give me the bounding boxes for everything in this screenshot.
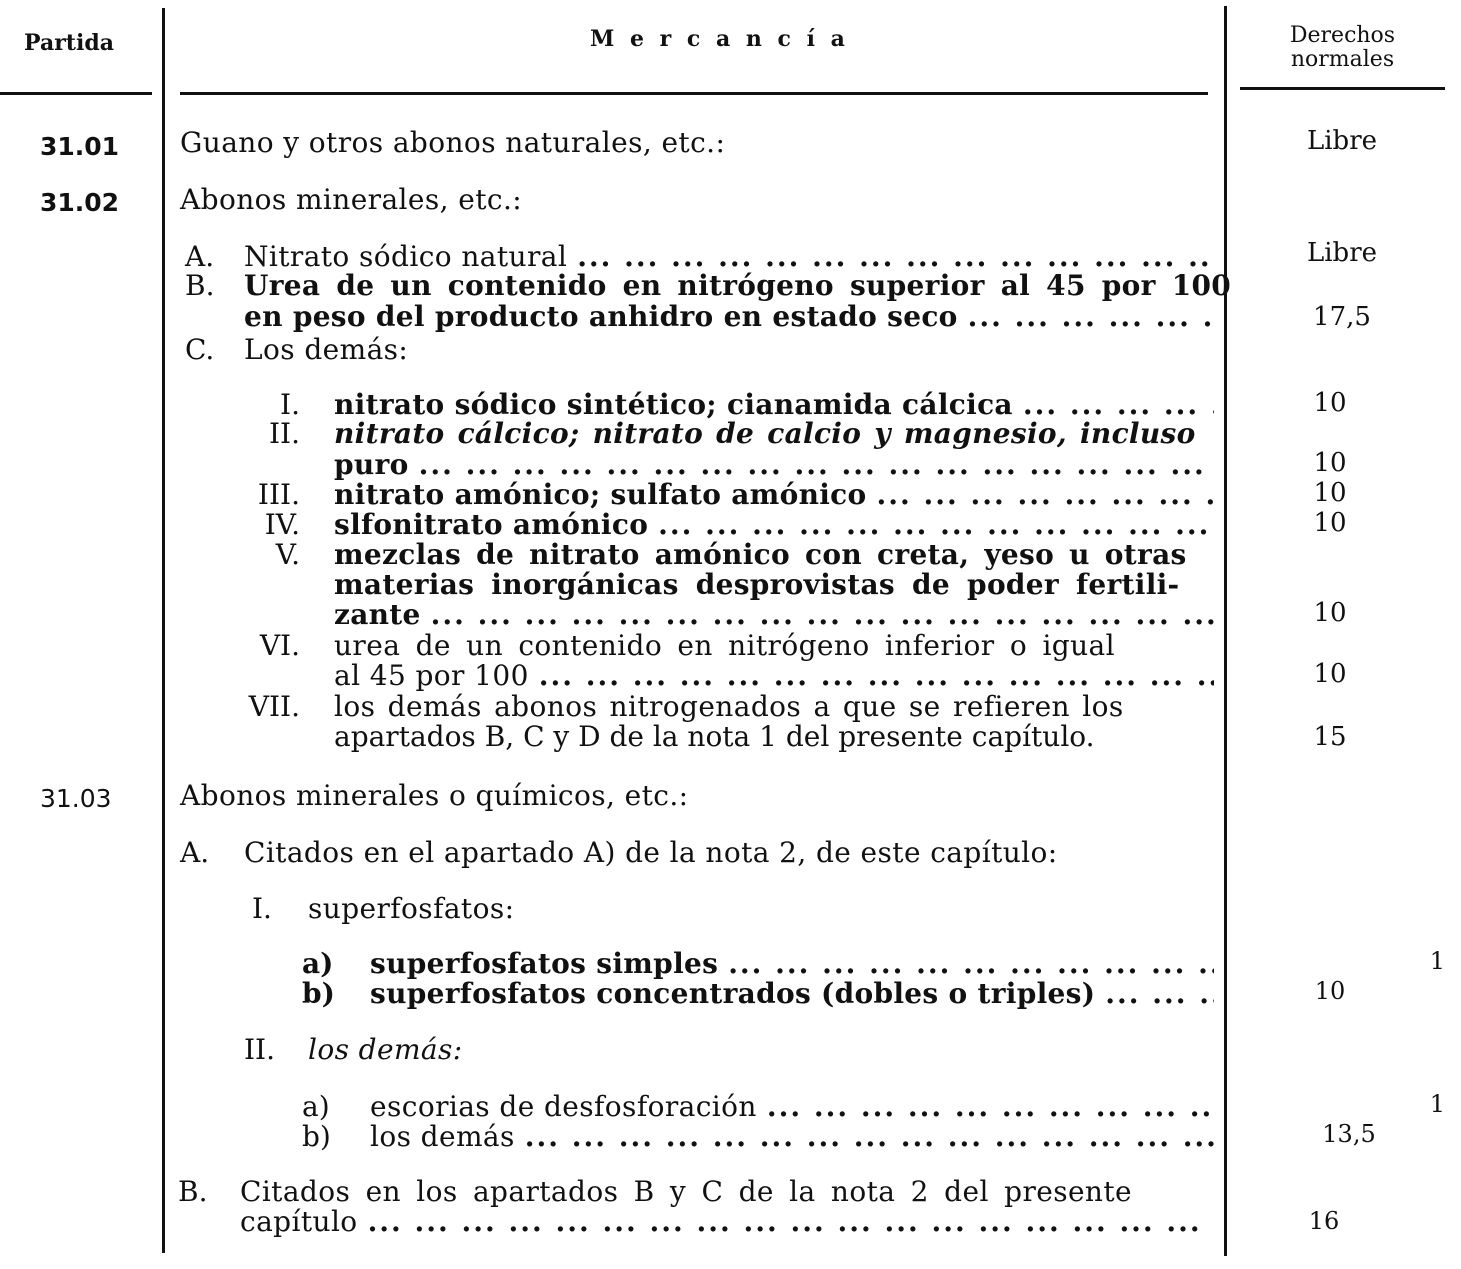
subheading-label-3103-a-i: I.: [252, 892, 272, 925]
item-text-3103-a-i-a: superfosfatos simples: [370, 947, 719, 980]
item-text-3102-c-ii-line1: nitrato cálcico; nitrato de calcio y magnesio, incluso: [334, 417, 1196, 450]
leader-line-3102-c-ii: [334, 448, 1214, 481]
duty-3103-a-i-a: 1: [1429, 947, 1445, 975]
duty-3102-c-vii: 15: [1313, 722, 1347, 752]
subheading-label-3103-a-i-a: a): [302, 947, 334, 980]
dot-leader: [1105, 977, 1214, 1010]
subheading-label-3103-a-ii: II.: [244, 1033, 276, 1066]
subheading-label-3103-a-ii-a: a): [302, 1090, 330, 1123]
leader-line-3102-c-v: [334, 598, 1214, 631]
item-text-3102-c-v-line2: materias inorgánicas desprovistas de poder fertili-: [334, 568, 1180, 601]
duty-3102-c-vi: 10: [1313, 659, 1347, 689]
item-text-3102-b-line2: en peso del producto anhidro en estado seco: [244, 300, 958, 333]
duty-3102-b: 17,5: [1313, 302, 1371, 332]
subheading-label-3102-c: C.: [185, 333, 215, 366]
duty-3103-b: 16: [1308, 1207, 1340, 1235]
dot-leader: [431, 598, 1214, 631]
partida-code-3101: 31.01: [40, 132, 120, 161]
subheading-label-3103-a-i-b: b): [302, 977, 335, 1010]
subheading-label-3102-b: B.: [185, 269, 215, 302]
subheading-label-3102-c-i: I.: [280, 388, 300, 421]
item-text-3103-a-ii-b: los demás: [370, 1120, 515, 1153]
item-text-3102-b-line1: Urea de un contenido en nitrógeno superior al 45 por 100: [244, 269, 1232, 302]
item-text-3102-c-i: nitrato sódico sintético; cianamida cálcica: [334, 388, 1013, 421]
dot-leader: [525, 1120, 1214, 1153]
duty-3103-a-ii-a: 1: [1429, 1090, 1445, 1118]
partida-code-3102: 31.02: [40, 188, 120, 217]
subheading-label-3103-b: B.: [178, 1175, 208, 1208]
leader-line-3102-c-iii: [334, 478, 1214, 511]
item-text-3103-a-ii: los demás:: [308, 1033, 463, 1066]
duty-3102-c-iv: 10: [1313, 508, 1347, 538]
duty-3102-c-ii: 10: [1313, 448, 1347, 478]
leader-line-3103-a-ii-b: [370, 1120, 1214, 1153]
dot-leader: [419, 448, 1214, 481]
item-text-3102-c-iv: slfonitrato amónico: [334, 508, 649, 541]
subheading-label-3102-c-vi: VI.: [259, 629, 300, 662]
dot-leader: [728, 947, 1214, 980]
duty-3102-c-i: 10: [1313, 388, 1347, 418]
subheading-label-3102-c-ii: II.: [268, 417, 300, 450]
item-text-3103-a: Citados en el apartado A) de la nota 2, de este capítulo:: [244, 836, 1058, 869]
column-divider-right: [1224, 6, 1227, 1256]
duty-3102-c-iii: 10: [1313, 478, 1347, 508]
duty-3103-a-i-b: 10: [1314, 977, 1346, 1005]
subheading-label-3102-c-iii: III.: [257, 478, 300, 511]
dot-leader: [368, 1205, 1214, 1238]
item-text-3102-c: Los demás:: [244, 333, 409, 366]
item-text-3102-c-v-line1: mezclas de nitrato amónico con creta, yeso u otras: [334, 538, 1187, 571]
leader-line-3102-c-vi: [334, 659, 1214, 692]
item-text-3103-b-line2: capítulo: [240, 1205, 358, 1238]
partida-text-3101: Guano y otros abonos naturales, etc.:: [180, 126, 726, 159]
partida-text-3102: Abonos minerales, etc.:: [180, 183, 523, 216]
header-rule-derechos: [1240, 87, 1445, 90]
item-text-3102-c-vii-line2: apartados B, C y D de la nota 1 del presente capítulo.: [334, 720, 1095, 753]
header-partida: Partida: [24, 30, 114, 56]
subheading-label-3103-a-ii-b: b): [302, 1120, 331, 1153]
partida-code-3103: 31.03: [40, 784, 112, 813]
duty-3101: Libre: [1306, 126, 1378, 156]
item-text-3102-c-vii-line1: los demás abonos nitrogenados a que se refieren los: [334, 690, 1124, 723]
item-text-3103-a-i: superfosfatos:: [308, 892, 515, 925]
subheading-label-3102-c-v: V.: [275, 538, 300, 571]
item-text-3103-a-ii-a: escorias de desfosforación: [370, 1090, 757, 1123]
dot-leader: [539, 659, 1214, 692]
dot-leader: [658, 508, 1214, 541]
item-text-3102-c-vi-line1: urea de un contenido en nitrógeno inferior o igual: [334, 629, 1116, 662]
dot-leader: [767, 1090, 1214, 1123]
column-divider-left: [162, 8, 165, 1253]
dot-leader: [877, 478, 1215, 511]
duty-3103-a-ii-b: 13,5: [1322, 1120, 1376, 1148]
leader-line-3103-a-i-b: [370, 977, 1214, 1010]
partida-text-3103: Abonos minerales o químicos, etc.:: [180, 779, 689, 812]
item-text-3103-a-i-b: superfosfatos concentrados (dobles o triples): [370, 977, 1096, 1010]
leader-line-3103-b: [240, 1205, 1214, 1238]
header-derechos-line2: normales: [1290, 47, 1395, 72]
leader-line-3102-c-iv: [334, 508, 1214, 541]
subheading-label-3102-c-iv: IV.: [264, 508, 300, 541]
item-text-3102-a: Nitrato sódico natural: [244, 240, 568, 273]
subheading-label-3102-c-vii: VII.: [248, 690, 300, 723]
item-text-3102-c-v-line3: zante: [334, 598, 421, 631]
header-derechos-line1: Derechos: [1289, 23, 1396, 48]
leader-line-3103-a-ii-a: [370, 1090, 1214, 1123]
leader-line-3102-b: [244, 300, 1214, 333]
item-text-3102-c-vi-line2: al 45 por 100: [334, 659, 529, 692]
header-derechos: [1240, 24, 1445, 72]
item-text-3103-b-line1: Citados en los apartados B y C de la nota 2 del presente: [240, 1175, 1132, 1208]
subheading-label-3103-a: A.: [180, 836, 210, 869]
duty-3102-a: Libre: [1306, 238, 1378, 268]
leader-line-3103-a-i-a: [370, 947, 1214, 980]
duty-3102-c-v: 10: [1313, 598, 1347, 628]
subheading-label-3102-a: A.: [185, 240, 215, 273]
dot-leader: [968, 300, 1214, 333]
header-rule-mercancia: [180, 92, 1208, 95]
item-text-3102-c-ii-line2: puro: [334, 448, 409, 481]
header-mercancia: M e r c a n c í a: [590, 26, 849, 52]
header-rule-partida: [0, 92, 152, 95]
item-text-3102-c-iii: nitrato amónico; sulfato amónico: [334, 478, 867, 511]
